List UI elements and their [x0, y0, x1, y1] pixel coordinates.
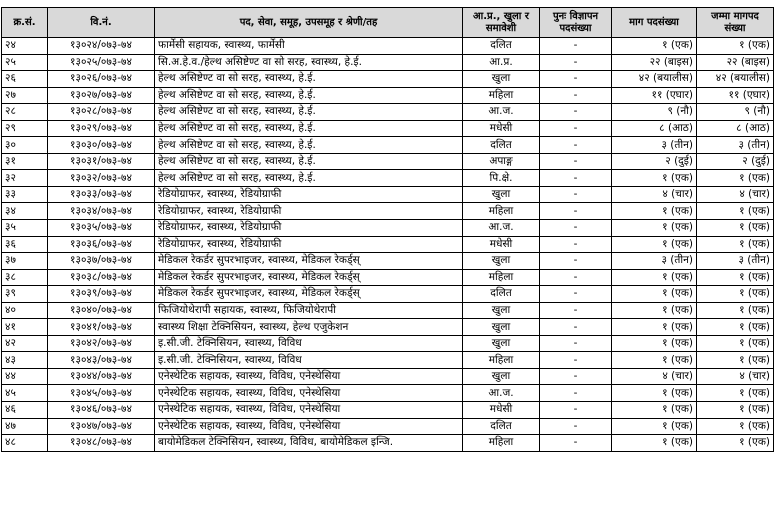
readvert-count-cell: - — [540, 38, 612, 55]
total-demand-cell: १ (एक) — [697, 418, 774, 435]
post-cell: हेल्थ असिष्टेण्ट वा सो सरह, स्वास्थ्य, हे.ई. — [155, 153, 463, 170]
category-cell: आ.ज. — [463, 220, 540, 237]
readvert-count-cell: - — [540, 87, 612, 104]
total-demand-cell: ९ (नौ) — [697, 104, 774, 121]
table-row — [2, 319, 774, 336]
serial-number-cell: ३७ — [2, 253, 48, 270]
serial-number-cell: ४२ — [2, 335, 48, 352]
demand-count-cell: १ (एक) — [612, 319, 697, 336]
table-row — [2, 104, 774, 121]
total-demand-cell: ११ (एघार) — [697, 87, 774, 104]
table-row — [2, 368, 774, 385]
header-category: आ.प्र., खुला र समावेशी — [463, 8, 540, 38]
readvert-count-cell: - — [540, 352, 612, 369]
post-cell: रेडियोग्राफर, स्वास्थ्य, रेडियोग्राफी — [155, 236, 463, 253]
advert-number-cell: १३०२५/०७३-७४ — [48, 54, 155, 71]
readvert-count-cell: - — [540, 385, 612, 402]
serial-number-cell: ४८ — [2, 435, 48, 452]
post-cell: रेडियोग्राफर, स्वास्थ्य, रेडियोग्राफी — [155, 186, 463, 203]
demand-count-cell: १ (एक) — [612, 220, 697, 237]
post-cell: हेल्थ असिष्टेण्ट वा सो सरह, स्वास्थ्य, हे.ई. — [155, 71, 463, 88]
category-cell: खुला — [463, 71, 540, 88]
category-cell: पि.क्षे. — [463, 170, 540, 187]
category-cell: मधेसी — [463, 402, 540, 419]
total-demand-cell: ४ (चार) — [697, 368, 774, 385]
advert-number-cell: १३०३६/०७३-७४ — [48, 236, 155, 253]
readvert-count-cell: - — [540, 236, 612, 253]
serial-number-cell: ४१ — [2, 319, 48, 336]
serial-number-cell: ४५ — [2, 385, 48, 402]
total-demand-cell: २२ (बाइस) — [697, 54, 774, 71]
post-cell: हेल्थ असिष्टेण्ट वा सो सरह, स्वास्थ्य, हे.ई. — [155, 137, 463, 154]
total-demand-cell: ४२ (बयालीस) — [697, 71, 774, 88]
category-cell: महिला — [463, 352, 540, 369]
total-demand-cell: ३ (तीन) — [697, 253, 774, 270]
category-cell: खुला — [463, 186, 540, 203]
advert-number-cell: १३०४७/०७३-७४ — [48, 418, 155, 435]
serial-number-cell: २६ — [2, 71, 48, 88]
table-row — [2, 352, 774, 369]
advert-number-cell: १३०३१/०७३-७४ — [48, 153, 155, 170]
serial-number-cell: ४० — [2, 302, 48, 319]
serial-number-cell: ३८ — [2, 269, 48, 286]
readvert-count-cell: - — [540, 418, 612, 435]
post-cell: एनेस्थेटिक सहायक, स्वास्थ्य, विविध, एनेस्थेसिया — [155, 418, 463, 435]
advert-number-cell: १३०४१/०७३-७४ — [48, 319, 155, 336]
post-cell: सि.अ.हे.व./हेल्थ असिष्टेण्ट वा सो सरह, स्वास्थ्य, हे.ई. — [155, 54, 463, 71]
demand-count-cell: १ (एक) — [612, 38, 697, 55]
category-cell: खुला — [463, 319, 540, 336]
demand-count-cell: ४२ (बयालीस) — [612, 71, 697, 88]
total-demand-cell: २ (दुई) — [697, 153, 774, 170]
category-cell: आ.ज. — [463, 385, 540, 402]
header-post-service-group: पद, सेवा, समूह, उपसमूह र श्रेणी/तह — [155, 8, 463, 38]
category-cell: मधेसी — [463, 120, 540, 137]
readvert-count-cell: - — [540, 170, 612, 187]
advert-number-cell: १३०३५/०७३-७४ — [48, 220, 155, 237]
advert-number-cell: १३०२४/०७३-७४ — [48, 38, 155, 55]
serial-number-cell: ४७ — [2, 418, 48, 435]
demand-count-cell: १ (एक) — [612, 286, 697, 303]
readvert-count-cell: - — [540, 253, 612, 270]
readvert-count-cell: - — [540, 104, 612, 121]
readvert-count-cell: - — [540, 220, 612, 237]
post-cell: मेडिकल रेकर्डर सुपरभाइजर, स्वास्थ्य, मेडिकल रेकर्ड्स् — [155, 269, 463, 286]
post-cell: रेडियोग्राफर, स्वास्थ्य, रेडियोग्राफी — [155, 220, 463, 237]
readvert-count-cell: - — [540, 71, 612, 88]
post-cell: एनेस्थेटिक सहायक, स्वास्थ्य, विविध, एनेस्थेसिया — [155, 368, 463, 385]
table-row — [2, 385, 774, 402]
serial-number-cell: ४३ — [2, 352, 48, 369]
readvert-count-cell: - — [540, 368, 612, 385]
category-cell: आ.ज. — [463, 104, 540, 121]
table-row — [2, 435, 774, 452]
category-cell: महिला — [463, 435, 540, 452]
category-cell: अपाङ्ग — [463, 153, 540, 170]
total-demand-cell: १ (एक) — [697, 302, 774, 319]
table-row — [2, 335, 774, 352]
post-cell: इ.सी.जी. टेक्निसियन, स्वास्थ्य, विविध — [155, 335, 463, 352]
demand-count-cell: १ (एक) — [612, 385, 697, 402]
serial-number-cell: २८ — [2, 104, 48, 121]
header-readvert-count: पुनः विज्ञापन पदसंख्या — [540, 8, 612, 38]
total-demand-cell: १ (एक) — [697, 170, 774, 187]
serial-number-cell: ३० — [2, 137, 48, 154]
table-body — [2, 38, 774, 452]
serial-number-cell: २९ — [2, 120, 48, 137]
post-cell: हेल्थ असिष्टेण्ट वा सो सरह, स्वास्थ्य, हे.ई. — [155, 170, 463, 187]
table-row — [2, 302, 774, 319]
advert-number-cell: १३०३२/०७३-७४ — [48, 170, 155, 187]
total-demand-cell: १ (एक) — [697, 220, 774, 237]
serial-number-cell: २४ — [2, 38, 48, 55]
serial-number-cell: ३३ — [2, 186, 48, 203]
advert-number-cell: १३०२६/०७३-७४ — [48, 71, 155, 88]
header-total-demand: जम्मा मागपद संख्या — [697, 8, 774, 38]
category-cell: महिला — [463, 87, 540, 104]
category-cell: महिला — [463, 269, 540, 286]
demand-count-cell: १ (एक) — [612, 418, 697, 435]
header-row — [2, 8, 774, 38]
serial-number-cell: ३५ — [2, 220, 48, 237]
demand-count-cell: २ (दुई) — [612, 153, 697, 170]
serial-number-cell: २५ — [2, 54, 48, 71]
serial-number-cell: ३२ — [2, 170, 48, 187]
advert-number-cell: १३०३४/०७३-७४ — [48, 203, 155, 220]
serial-number-cell: ३१ — [2, 153, 48, 170]
table-row — [2, 137, 774, 154]
category-cell: दलित — [463, 38, 540, 55]
serial-number-cell: ४६ — [2, 402, 48, 419]
advert-number-cell: १३०४३/०७३-७४ — [48, 352, 155, 369]
category-cell: खुला — [463, 253, 540, 270]
category-cell: दलित — [463, 286, 540, 303]
total-demand-cell: १ (एक) — [697, 319, 774, 336]
advert-number-cell: १३०२७/०७३-७४ — [48, 87, 155, 104]
readvert-count-cell: - — [540, 402, 612, 419]
advert-number-cell: १३०४६/०७३-७४ — [48, 402, 155, 419]
table-row — [2, 87, 774, 104]
post-cell: रेडियोग्राफर, स्वास्थ्य, रेडियोग्राफी — [155, 203, 463, 220]
advert-number-cell: १३०३७/०७३-७४ — [48, 253, 155, 270]
table-row — [2, 286, 774, 303]
demand-count-cell: १ (एक) — [612, 335, 697, 352]
advert-number-cell: १३०४८/०७३-७४ — [48, 435, 155, 452]
table-row — [2, 120, 774, 137]
serial-number-cell: ४४ — [2, 368, 48, 385]
post-cell: हेल्थ असिष्टेण्ट वा सो सरह, स्वास्थ्य, हे.ई. — [155, 104, 463, 121]
demand-count-cell: ४ (चार) — [612, 186, 697, 203]
table-row — [2, 71, 774, 88]
post-cell: हेल्थ असिष्टेण्ट वा सो सरह, स्वास्थ्य, हे.ई. — [155, 87, 463, 104]
post-cell: हेल्थ असिष्टेण्ट वा सो सरह, स्वास्थ्य, हे.ई. — [155, 120, 463, 137]
serial-number-cell: ३४ — [2, 203, 48, 220]
vacancy-table — [1, 7, 774, 452]
advert-number-cell: १३०४२/०७३-७४ — [48, 335, 155, 352]
demand-count-cell: १ (एक) — [612, 402, 697, 419]
table-row — [2, 402, 774, 419]
total-demand-cell: १ (एक) — [697, 269, 774, 286]
readvert-count-cell: - — [540, 302, 612, 319]
demand-count-cell: ८ (आठ) — [612, 120, 697, 137]
header-demand-count: माग पदसंख्या — [612, 8, 697, 38]
post-cell: मेडिकल रेकर्डर सुपरभाइजर, स्वास्थ्य, मेडिकल रेकर्ड्स् — [155, 286, 463, 303]
advert-number-cell: १३०३३/०७३-७४ — [48, 186, 155, 203]
category-cell: खुला — [463, 368, 540, 385]
readvert-count-cell: - — [540, 435, 612, 452]
table-row — [2, 38, 774, 55]
header-serial-number: क्र.सं. — [2, 8, 48, 38]
total-demand-cell: ४ (चार) — [697, 186, 774, 203]
post-cell: फार्मेसी सहायक, स्वास्थ्य, फार्मेसी — [155, 38, 463, 55]
total-demand-cell: ३ (तीन) — [697, 137, 774, 154]
advert-number-cell: १३०४०/०७३-७४ — [48, 302, 155, 319]
total-demand-cell: १ (एक) — [697, 385, 774, 402]
post-cell: बायोमेडिकल टेक्निसियन, स्वास्थ्य, विविध, बायोमेडिकल इन्जि. — [155, 435, 463, 452]
total-demand-cell: १ (एक) — [697, 435, 774, 452]
table-row — [2, 220, 774, 237]
category-cell: आ.प्र. — [463, 54, 540, 71]
readvert-count-cell: - — [540, 286, 612, 303]
demand-count-cell: २२ (बाइस) — [612, 54, 697, 71]
readvert-count-cell: - — [540, 153, 612, 170]
serial-number-cell: ३९ — [2, 286, 48, 303]
table-row — [2, 203, 774, 220]
category-cell: दलित — [463, 137, 540, 154]
advert-number-cell: १३०३०/०७३-७४ — [48, 137, 155, 154]
serial-number-cell: २७ — [2, 87, 48, 104]
demand-count-cell: १ (एक) — [612, 435, 697, 452]
total-demand-cell: १ (एक) — [697, 286, 774, 303]
table-row — [2, 269, 774, 286]
readvert-count-cell: - — [540, 319, 612, 336]
table-row — [2, 186, 774, 203]
serial-number-cell: ३६ — [2, 236, 48, 253]
demand-count-cell: ३ (तीन) — [612, 253, 697, 270]
readvert-count-cell: - — [540, 54, 612, 71]
total-demand-cell: १ (एक) — [697, 335, 774, 352]
demand-count-cell: १ (एक) — [612, 203, 697, 220]
advert-number-cell: १३०२८/०७३-७४ — [48, 104, 155, 121]
demand-count-cell: १ (एक) — [612, 236, 697, 253]
total-demand-cell: १ (एक) — [697, 352, 774, 369]
total-demand-cell: ८ (आठ) — [697, 120, 774, 137]
table-row — [2, 236, 774, 253]
post-cell: इ.सी.जी. टेक्निसियन, स्वास्थ्य, विविध — [155, 352, 463, 369]
table-row — [2, 253, 774, 270]
category-cell: महिला — [463, 203, 540, 220]
advert-number-cell: १३०३९/०७३-७४ — [48, 286, 155, 303]
advert-number-cell: १३०४५/०७३-७४ — [48, 385, 155, 402]
readvert-count-cell: - — [540, 186, 612, 203]
readvert-count-cell: - — [540, 120, 612, 137]
readvert-count-cell: - — [540, 137, 612, 154]
advert-number-cell: १३०३८/०७३-७४ — [48, 269, 155, 286]
demand-count-cell: ११ (एघार) — [612, 87, 697, 104]
post-cell: एनेस्थेटिक सहायक, स्वास्थ्य, विविध, एनेस्थेसिया — [155, 402, 463, 419]
table-row — [2, 170, 774, 187]
readvert-count-cell: - — [540, 203, 612, 220]
category-cell: मधेसी — [463, 236, 540, 253]
readvert-count-cell: - — [540, 269, 612, 286]
post-cell: स्वास्थ्य शिक्षा टेक्निसियन, स्वास्थ्य, हेल्थ एजुकेशन — [155, 319, 463, 336]
demand-count-cell: १ (एक) — [612, 170, 697, 187]
demand-count-cell: ९ (नौ) — [612, 104, 697, 121]
total-demand-cell: १ (एक) — [697, 402, 774, 419]
demand-count-cell: ३ (तीन) — [612, 137, 697, 154]
table-row — [2, 153, 774, 170]
demand-count-cell: १ (एक) — [612, 269, 697, 286]
demand-count-cell: १ (एक) — [612, 352, 697, 369]
advert-number-cell: १३०२९/०७३-७४ — [48, 120, 155, 137]
total-demand-cell: १ (एक) — [697, 236, 774, 253]
total-demand-cell: १ (एक) — [697, 38, 774, 55]
total-demand-cell: १ (एक) — [697, 203, 774, 220]
demand-count-cell: १ (एक) — [612, 302, 697, 319]
table-row — [2, 54, 774, 71]
readvert-count-cell: - — [540, 335, 612, 352]
category-cell: खुला — [463, 335, 540, 352]
post-cell: मेडिकल रेकर्डर सुपरभाइजर, स्वास्थ्य, मेडिकल रेकर्ड्स् — [155, 253, 463, 270]
advert-number-cell: १३०४४/०७३-७४ — [48, 368, 155, 385]
post-cell: फिजियोथेरापी सहायक, स्वास्थ्य, फिजियोथेरापी — [155, 302, 463, 319]
header-advert-number: वि.नं. — [48, 8, 155, 38]
demand-count-cell: ४ (चार) — [612, 368, 697, 385]
category-cell: खुला — [463, 302, 540, 319]
category-cell: दलित — [463, 418, 540, 435]
post-cell: एनेस्थेटिक सहायक, स्वास्थ्य, विविध, एनेस्थेसिया — [155, 385, 463, 402]
table-row — [2, 418, 774, 435]
